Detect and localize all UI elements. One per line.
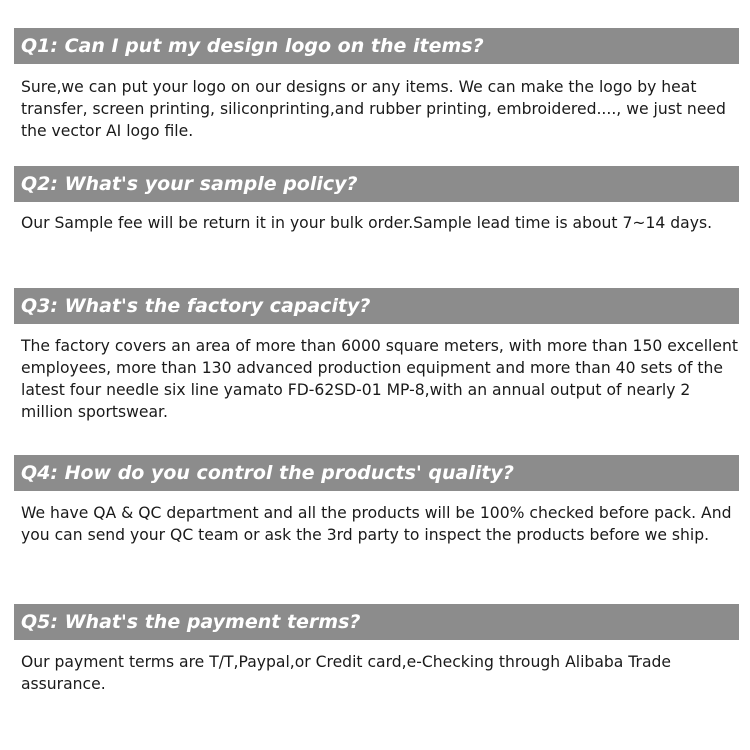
question-bar: Q5: What's the payment terms? bbox=[14, 604, 739, 640]
answer-text: Our Sample fee will be return it in your bulk order.Sample lead time is about 7~14 days. bbox=[21, 214, 713, 232]
question-bar: Q3: What's the factory capacity? bbox=[14, 288, 739, 324]
question-bar: Q4: How do you control the products' quality? bbox=[14, 455, 739, 491]
answer-text: We have QA & QC department and all the products will be 100% checked before pack. And you can send your QC team or ask the 3rd party to inspect the products before we ship. bbox=[21, 504, 732, 544]
answer-text: Sure,we can put your logo on our designs or any items. We can make the logo by heat transfer, screen printing, siliconprinting,and rubber printing, embroidered...., we just need the vector AI logo file. bbox=[21, 78, 726, 140]
answer-text: The factory covers an area of more than 6000 square meters, with more than 150 excellent employees, more than 130 advanced production equipment and more than 40 sets of the latest four needle six line yamato FD-62SD-01 MP-8,with an annual output of nearly 2 million sportswear. bbox=[21, 337, 738, 421]
question-bar: Q1: Can I put my design logo on the items? bbox=[14, 28, 739, 64]
answer-text: Our payment terms are T/T,Paypal,or Credit card,e-Checking through Alibaba Trade assurance. bbox=[21, 653, 671, 693]
question-bar: Q2: What's your sample policy? bbox=[14, 166, 739, 202]
